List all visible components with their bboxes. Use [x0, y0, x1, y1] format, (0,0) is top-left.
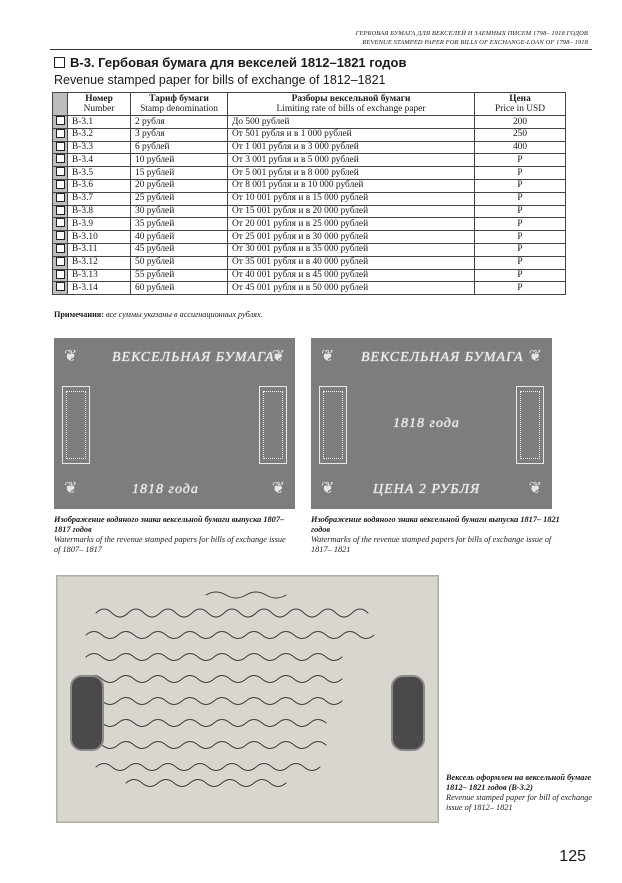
checkbox-icon: [56, 193, 65, 202]
table-row: [53, 231, 566, 244]
column-header-number: Номер Number: [68, 93, 131, 116]
cell-limit: От 1 001 рубля и в 3 000 рублей: [228, 141, 475, 154]
table-row: [53, 218, 566, 231]
cell-number: B-3.6: [68, 179, 131, 192]
row-checkbox[interactable]: [53, 205, 68, 218]
table-row: [53, 116, 566, 129]
cell-limit: До 500 рублей: [228, 116, 475, 129]
bill-of-exchange-photo: [56, 575, 439, 823]
table-row: [53, 167, 566, 180]
checkbox-icon: [56, 129, 65, 138]
row-checkbox[interactable]: [53, 218, 68, 231]
cell-number: B-3.5: [68, 167, 131, 180]
table-row: [53, 269, 566, 282]
table-row: [53, 128, 566, 141]
cell-denomination: 50 рублей: [131, 256, 228, 269]
watermark-caption-1817: Изображение водяного знака вексельной бумаги выпуска 1817– 1821 годов Watermarks of the revenue stamped papers for bills of exchange issue of 1817– 1821: [311, 515, 560, 554]
column-header-price: Цена Price in USD: [475, 93, 566, 116]
cell-number: B-3.4: [68, 154, 131, 167]
checkbox-column-header: [53, 93, 68, 116]
cell-denomination: 6 рублей: [131, 141, 228, 154]
watermark-bottom-text: ЦЕНА 2 РУБЛЯ: [373, 482, 481, 497]
cell-price: P: [475, 167, 566, 180]
row-checkbox[interactable]: [53, 192, 68, 205]
handwriting-scribble: [56, 575, 439, 823]
cell-price: P: [475, 154, 566, 167]
cell-limit: От 25 001 рубля и в 30 000 рублей: [228, 231, 475, 244]
cell-number: B-3.2: [68, 128, 131, 141]
crown-ornament-icon: ❦: [64, 480, 78, 497]
cell-limit: От 10 001 рубля и в 15 000 рублей: [228, 192, 475, 205]
cell-price: 400: [475, 141, 566, 154]
cell-limit: От 3 001 рубля и в 5 000 рублей: [228, 154, 475, 167]
cell-denomination: 55 рублей: [131, 269, 228, 282]
row-checkbox[interactable]: [53, 141, 68, 154]
cell-limit: От 8 001 рубля и в 10 000 рублей: [228, 179, 475, 192]
row-checkbox[interactable]: [53, 243, 68, 256]
row-checkbox[interactable]: [53, 154, 68, 167]
cell-price: P: [475, 205, 566, 218]
cell-number: B-3.10: [68, 231, 131, 244]
checkbox-icon: [54, 57, 65, 68]
row-checkbox[interactable]: [53, 128, 68, 141]
watermark-image-1817: [311, 338, 552, 509]
section-title: [54, 55, 406, 70]
note-label: Примечания:: [54, 310, 104, 319]
cell-denomination: 25 рублей: [131, 192, 228, 205]
checkbox-icon: [56, 116, 65, 125]
cell-price: P: [475, 179, 566, 192]
table-row: [53, 256, 566, 269]
cell-limit: От 5 001 рубля и в 8 000 рублей: [228, 167, 475, 180]
cell-denomination: 35 рублей: [131, 218, 228, 231]
cell-number: B-3.12: [68, 256, 131, 269]
crown-ornament-icon: ❦: [321, 348, 335, 365]
cell-limit: От 501 рубля и в 1 000 рублей: [228, 128, 475, 141]
crown-ornament-icon: ❦: [271, 348, 285, 365]
cell-number: B-3.11: [68, 243, 131, 256]
cell-limit: От 40 001 рубля и в 45 000 рублей: [228, 269, 475, 282]
cell-number: B-3.9: [68, 218, 131, 231]
checkbox-icon: [56, 244, 65, 253]
running-header-en: REVENUE STAMPED PAPER FOR BILLS OF EXCHANGE-LOAN OF 1798– 1918: [362, 39, 588, 46]
bill-caption: Вексель оформлен на вексельной бумаге 1812– 1821 годов (B-3.2) Revenue stamped paper for bill of exchange issue of 1812– 1821: [446, 773, 593, 812]
checkbox-icon: [56, 154, 65, 163]
running-header-ru: ГЕРБОВАЯ БУМАГА ДЛЯ ВЕКСЕЛЕЙ И ЗАЕМНЫХ ПИСЕМ 1798– 1918 ГОДОВ: [355, 30, 588, 37]
cell-number: B-3.3: [68, 141, 131, 154]
checkbox-icon: [56, 282, 65, 291]
watermark-bottom-text: 1818 года: [132, 482, 199, 497]
checkbox-icon: [56, 231, 65, 240]
checkbox-icon: [56, 218, 65, 227]
stamp-seal-icon: [70, 675, 104, 751]
checkbox-icon: [56, 167, 65, 176]
cell-denomination: 60 рублей: [131, 282, 228, 295]
cell-price: P: [475, 243, 566, 256]
row-checkbox[interactable]: [53, 282, 68, 295]
watermark-caption-1807: Изображение водяного знака вексельной бумаги выпуска 1807– 1817 годов Watermarks of the revenue stamped papers for bills of exchange issue of 1807– 1817: [54, 515, 286, 554]
cell-price: P: [475, 256, 566, 269]
cell-denomination: 3 рубля: [131, 128, 228, 141]
cell-denomination: 30 рублей: [131, 205, 228, 218]
header-divider: [50, 49, 592, 50]
table-header-row: [53, 93, 566, 116]
checkbox-icon: [56, 270, 65, 279]
row-checkbox[interactable]: [53, 116, 68, 129]
cell-limit: От 45 001 рубля и в 50 000 рублей: [228, 282, 475, 295]
crown-ornament-icon: ❦: [528, 480, 542, 497]
cell-number: B-3.7: [68, 192, 131, 205]
table-row: [53, 205, 566, 218]
cell-denomination: 2 рубля: [131, 116, 228, 129]
cell-denomination: 45 рублей: [131, 243, 228, 256]
cell-limit: От 15 001 рубля и в 20 000 рублей: [228, 205, 475, 218]
table-row: [53, 243, 566, 256]
cell-denomination: 40 рублей: [131, 231, 228, 244]
watermark-top-text: ВЕКСЕЛЬНАЯ БУМАГА: [112, 350, 275, 365]
section-title-text: B-3. Гербовая бумага для векселей 1812–1821 годов: [70, 55, 407, 70]
table-row: [53, 282, 566, 295]
section-subtitle: Revenue stamped paper for bills of exchange of 1812–1821: [54, 73, 386, 87]
cell-limit: От 35 001 рубля и в 40 000 рублей: [228, 256, 475, 269]
stamp-seal-icon: [391, 675, 425, 751]
cell-price: 250: [475, 128, 566, 141]
watermark-image-1807: [54, 338, 295, 509]
cell-limit: От 20 001 рубля и в 25 000 рублей: [228, 218, 475, 231]
cell-price: P: [475, 269, 566, 282]
page-number: 125: [559, 848, 586, 865]
cell-price: P: [475, 192, 566, 205]
cell-price: P: [475, 282, 566, 295]
row-checkbox[interactable]: [53, 167, 68, 180]
watermark-middle-text: 1818 года: [393, 416, 460, 431]
table-note: [54, 310, 263, 319]
table-row: [53, 179, 566, 192]
checkbox-icon: [56, 180, 65, 189]
row-checkbox[interactable]: [53, 256, 68, 269]
cell-denomination: 10 рублей: [131, 154, 228, 167]
cell-limit: От 30 001 рубля и в 35 000 рублей: [228, 243, 475, 256]
cell-number: B-3.13: [68, 269, 131, 282]
cell-price: 200: [475, 116, 566, 129]
row-checkbox[interactable]: [53, 269, 68, 282]
row-checkbox[interactable]: [53, 179, 68, 192]
crown-ornament-icon: ❦: [64, 348, 78, 365]
cell-denomination: 20 рублей: [131, 179, 228, 192]
cell-number: B-3.1: [68, 116, 131, 129]
table-row: [53, 141, 566, 154]
table-row: [53, 192, 566, 205]
catalog-table: [52, 92, 566, 295]
crown-ornament-icon: ❦: [271, 480, 285, 497]
column-header-denomination: Тариф бумаги Stamp denomination: [131, 93, 228, 116]
cell-number: B-3.14: [68, 282, 131, 295]
row-checkbox[interactable]: [53, 231, 68, 244]
note-text: все суммы указаны в ассигнационных рублях.: [106, 310, 263, 319]
crown-ornament-icon: ❦: [321, 480, 335, 497]
checkbox-icon: [56, 206, 65, 215]
crown-ornament-icon: ❦: [528, 348, 542, 365]
cell-price: P: [475, 218, 566, 231]
checkbox-icon: [56, 257, 65, 266]
cell-number: B-3.8: [68, 205, 131, 218]
column-header-limit: Разборы вексельной бумаги Limiting rate of bills of exchange paper: [228, 93, 475, 116]
watermark-top-text: ВЕКСЕЛЬНАЯ БУМАГА: [361, 350, 524, 365]
cell-denomination: 15 рублей: [131, 167, 228, 180]
checkbox-icon: [56, 142, 65, 151]
table-row: [53, 154, 566, 167]
cell-price: P: [475, 231, 566, 244]
